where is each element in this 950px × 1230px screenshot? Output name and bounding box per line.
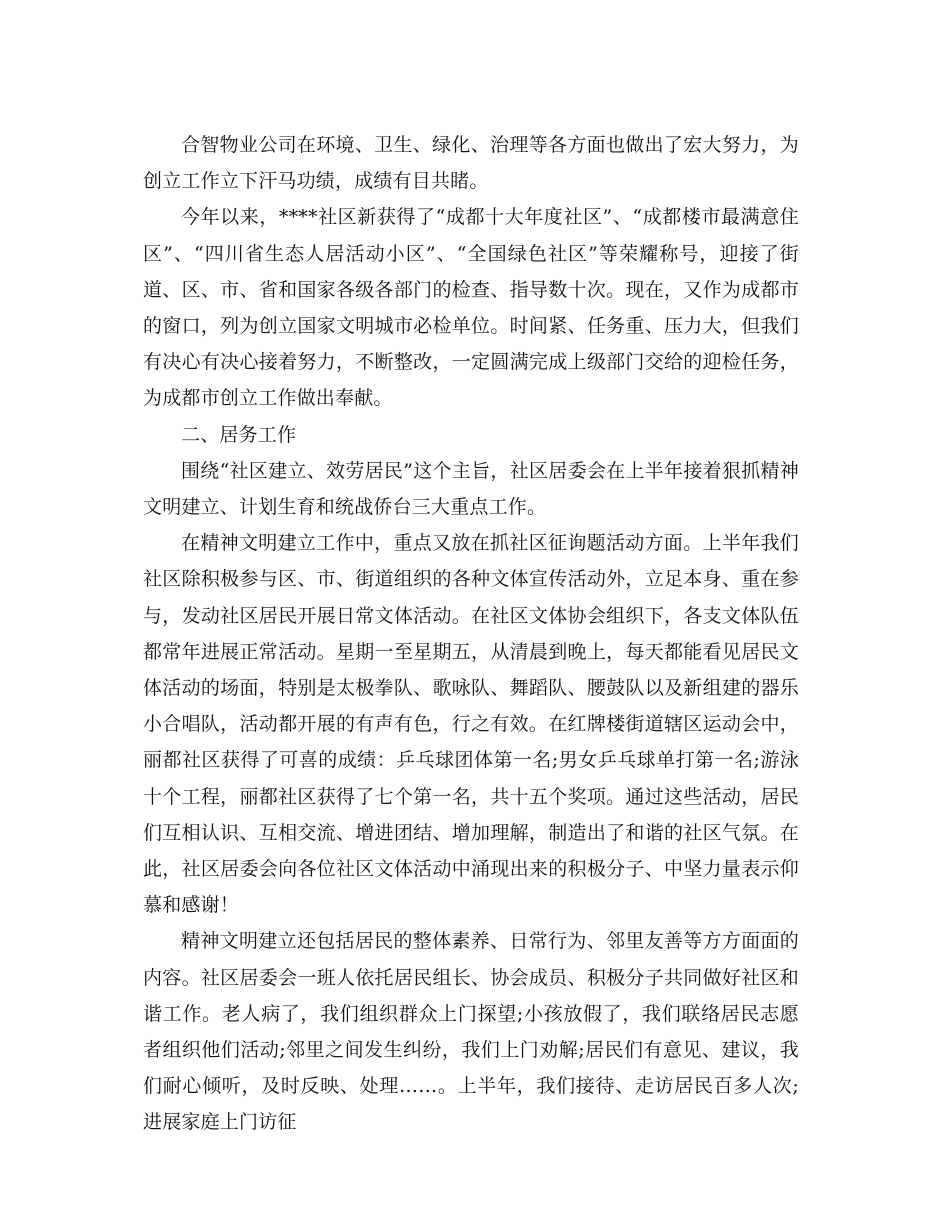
paragraph-community-honors: 今年以来，****社区新获得了“成都十大年度社区”、“成都楼市最满意住区”、“四川省生态人居活动小区”、“全国绿色社区”等荣耀称号，迎接了街道、区、市、省和国家各级各部门的检查、指导数十次。现在，又作为成都市的窗口，列为创立国家文明城市必检单位。时间紧、任务重、压力大，但我们有决心有决心接着努力，不断整改，一定圆满完成上级部门交给的迎检任务，为成都市创立工作做出奉献。 bbox=[143, 206, 799, 410]
section-heading-residence-work: 二、居务工作 bbox=[181, 423, 297, 446]
document-body bbox=[143, 127, 799, 1141]
paragraph-cultural-activities: 在精神文明建立工作中，重点又放在抓社区征询题活动方面。上半年我们社区除积极参与区、市、街道组织的各种文体宣传活动外，立足本身、重在参与，发动社区居民开展日常文体活动。在社区文体协会组织下，各支文体队伍都常年进展正常活动。星期一至星期五，从清晨到晚上，每天都能看见居民文体活动的场面，特别是太极拳队、歌咏队、舞蹈队、腰鼓队以及新组建的器乐小合唱队，活动都开展的有声有色，行之有效。在红牌楼街道辖区运动会中，丽都社区获得了可喜的成绩：乒乓球团体第一名;男女乒乓球单打第一名;游泳十个工程，丽都社区获得了七个第一名，共十五个奖项。通过这些活动，居民们互相认识、互相交流、增进团结、增加理解，制造出了和谐的社区气氛。在此，社区居委会向各位社区文体活动中涌现出来的积极分子、中坚力量表示仰慕和感谢！ bbox=[143, 532, 799, 917]
paragraph-property-company: 合智物业公司在环境、卫生、绿化、治理等各方面也做出了宏大努力，为创立工作立下汗马功绩，成绩有目共睹。 bbox=[143, 134, 799, 193]
paragraph-main-purpose: 围绕“社区建立、效劳居民”这个主旨，社区居委会在上半年接着狠抓精神文明建立、计划生育和统战侨台三大重点工作。 bbox=[143, 459, 799, 519]
paragraph-community-harmony: 精神文明建立还包括居民的整体素养、日常行为、邻里友善等方方面面的内容。社区居委会一班人依托居民组长、协会成员、积极分子共同做好社区和谐工作。老人病了，我们组织群众上门探望;小孩放假了，我们联络居民志愿者组织他们活动;邻里之间发生纠纷，我们上门劝解;居民们有意见、建议，我们耐心倾听，及时反映、处理……。上半年，我们接待、走访居民百多人次;进展家庭上门访征 bbox=[143, 930, 799, 1134]
